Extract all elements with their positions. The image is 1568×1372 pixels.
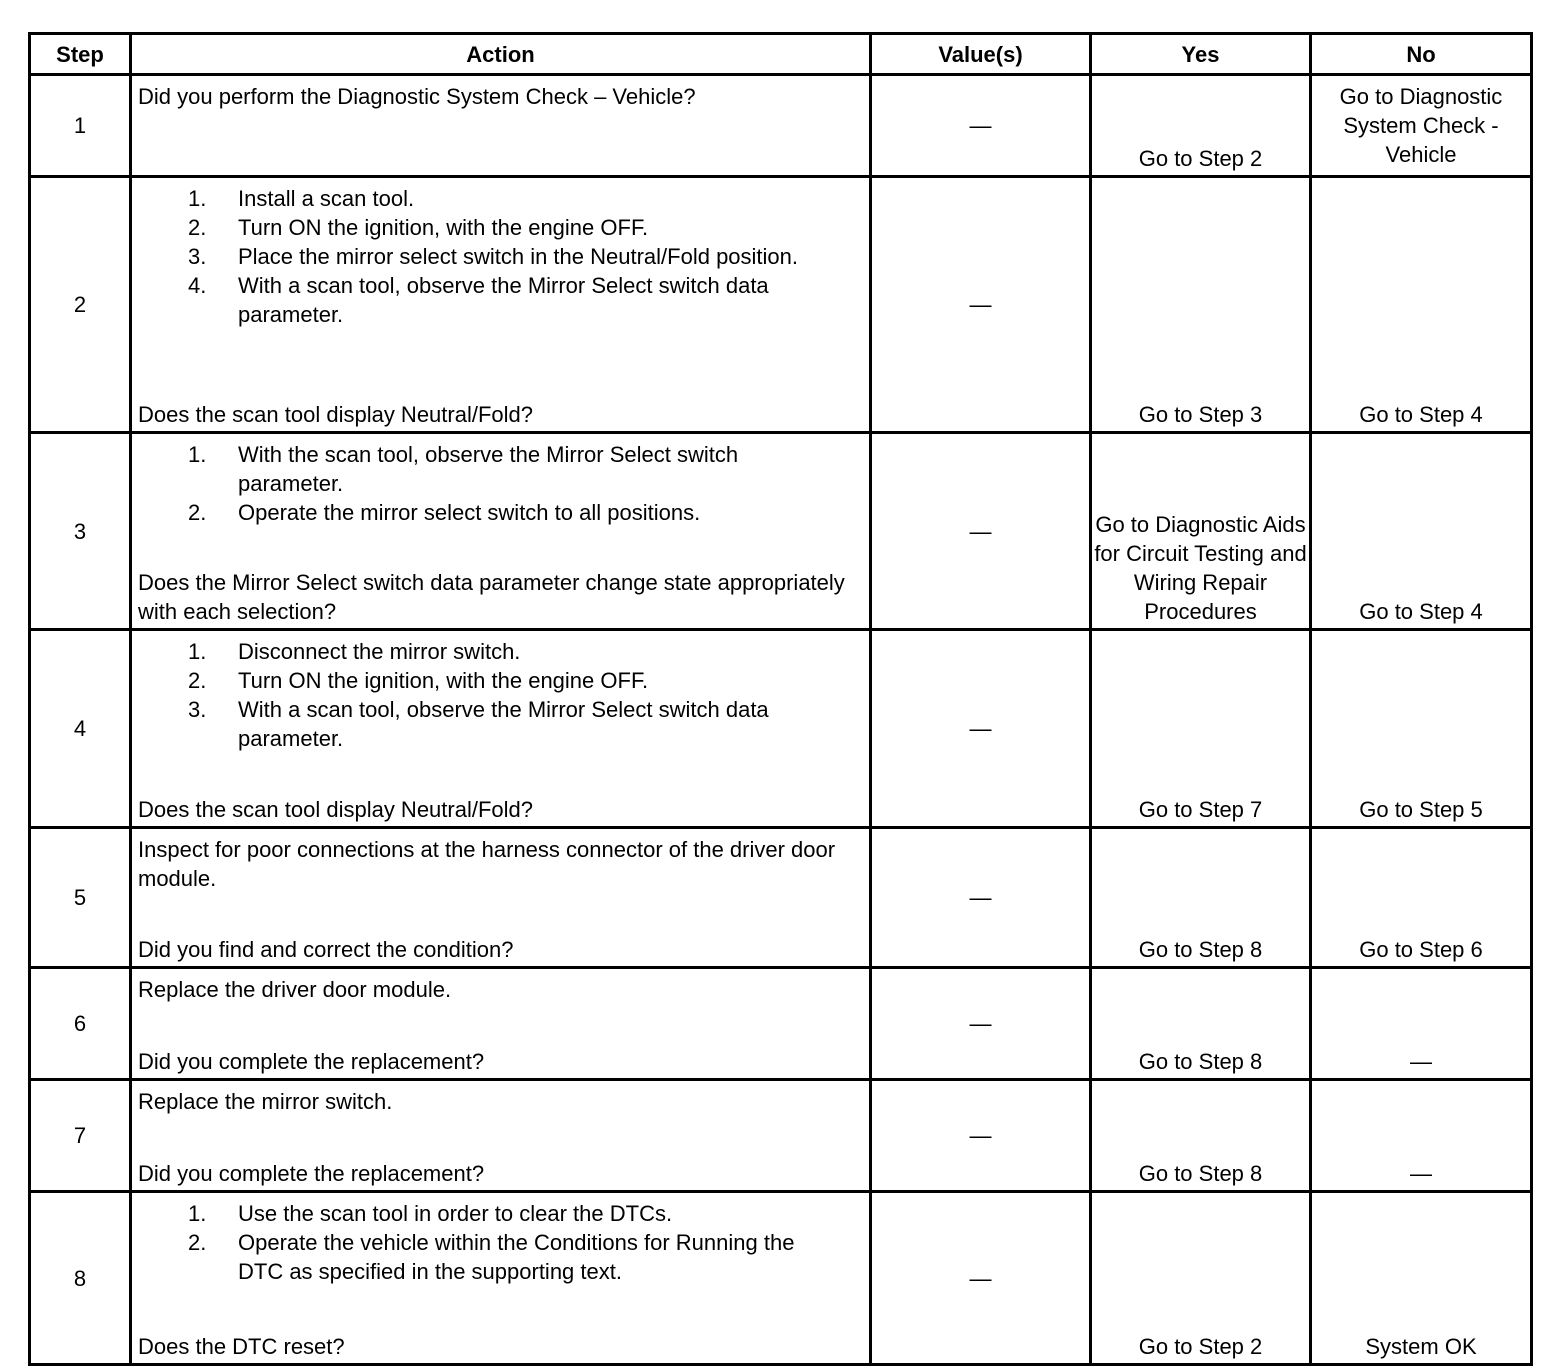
value-cell: — xyxy=(871,630,1091,828)
yes-cell: Go to Step 8 xyxy=(1091,828,1311,968)
item-text: With a scan tool, observe the Mirror Select switch data parameter. xyxy=(238,273,769,327)
action-step-item xyxy=(138,695,863,753)
yes-cell: Go to Step 8 xyxy=(1091,968,1311,1080)
step-number: 3 xyxy=(30,433,131,630)
table-row xyxy=(30,75,1532,177)
value-cell: — xyxy=(871,968,1091,1080)
action-question: Did you find and correct the condition? xyxy=(138,937,514,962)
step-number: 4 xyxy=(30,630,131,828)
item-number: 2. xyxy=(188,215,207,240)
item-number: 2. xyxy=(188,668,207,693)
table-row xyxy=(30,968,1532,1080)
header-no: No xyxy=(1311,34,1532,75)
item-text: Operate the vehicle within the Conditions for Running the DTC as specified in the supporting text. xyxy=(238,1230,795,1284)
item-text: Install a scan tool. xyxy=(238,186,415,211)
yes-cell: Go to Step 7 xyxy=(1091,630,1311,828)
item-number: 4. xyxy=(188,273,207,298)
action-intro: Did you perform the Diagnostic System Check – Vehicle? xyxy=(138,84,696,109)
action-step-item xyxy=(138,213,863,242)
action-question: Does the scan tool display Neutral/Fold? xyxy=(138,402,533,427)
action-question: Does the scan tool display Neutral/Fold? xyxy=(138,797,533,822)
action-steps xyxy=(138,440,863,527)
action-cell xyxy=(131,177,871,433)
table-row xyxy=(30,828,1532,968)
header-row xyxy=(30,34,1532,75)
item-text: Place the mirror select switch in the Neutral/Fold position. xyxy=(238,244,799,269)
item-number: 1. xyxy=(188,1201,207,1226)
action-step-item xyxy=(138,498,863,527)
action-cell xyxy=(131,1192,871,1365)
table-row xyxy=(30,1080,1532,1192)
item-number: 2. xyxy=(188,500,207,525)
item-number: 1. xyxy=(188,442,207,467)
action-cell xyxy=(131,1080,871,1192)
header-values: Value(s) xyxy=(871,34,1091,75)
action-steps xyxy=(138,637,863,753)
action-step-item xyxy=(138,271,863,329)
step-number: 2 xyxy=(30,177,131,433)
item-number: 2. xyxy=(188,1230,207,1255)
action-intro: Replace the mirror switch. xyxy=(138,1089,393,1114)
item-number: 1. xyxy=(188,186,207,211)
no-cell: Go to Step 6 xyxy=(1311,828,1532,968)
item-number: 1. xyxy=(188,639,207,664)
item-text: With a scan tool, observe the Mirror Select switch data parameter. xyxy=(238,697,769,751)
action-question: Does the Mirror Select switch data parameter change state appropriately with each selection? xyxy=(138,570,845,624)
action-question: Did you complete the replacement? xyxy=(138,1049,485,1074)
action-cell xyxy=(131,968,871,1080)
item-text: Turn ON the ignition, with the engine OFF. xyxy=(238,215,649,240)
item-text: With the scan tool, observe the Mirror Select switch parameter. xyxy=(238,442,739,496)
action-cell xyxy=(131,828,871,968)
item-text: Disconnect the mirror switch. xyxy=(238,639,521,664)
action-step-item xyxy=(138,637,863,666)
value-cell: — xyxy=(871,828,1091,968)
diagnostic-table xyxy=(28,32,1533,1366)
action-cell xyxy=(131,630,871,828)
table-row xyxy=(30,177,1532,433)
yes-cell: Go to Step 2 xyxy=(1091,1192,1311,1365)
action-step-item xyxy=(138,666,863,695)
item-text: Operate the mirror select switch to all positions. xyxy=(238,500,701,525)
no-cell: System OK xyxy=(1311,1192,1532,1365)
action-question: Did you complete the replacement? xyxy=(138,1161,485,1186)
action-step-item xyxy=(138,440,863,498)
header-action: Action xyxy=(131,34,871,75)
table-row xyxy=(30,630,1532,828)
yes-cell: Go to Step 8 xyxy=(1091,1080,1311,1192)
no-cell: Go to Step 5 xyxy=(1311,630,1532,828)
item-text: Turn ON the ignition, with the engine OFF. xyxy=(238,668,649,693)
action-step-item xyxy=(138,242,863,271)
value-cell: — xyxy=(871,177,1091,433)
action-cell xyxy=(131,433,871,630)
step-number: 1 xyxy=(30,75,131,177)
value-cell: — xyxy=(871,1080,1091,1192)
table-row xyxy=(30,1192,1532,1365)
action-steps xyxy=(138,184,863,329)
no-cell: — xyxy=(1311,968,1532,1080)
action-step-item xyxy=(138,1199,863,1228)
yes-cell: Go to Step 2 xyxy=(1091,75,1311,177)
no-cell: Go to Diagnostic System Check - Vehicle xyxy=(1311,75,1532,177)
step-number: 6 xyxy=(30,968,131,1080)
yes-cell: Go to Diagnostic Aids for Circuit Testing and Wiring Repair Procedures xyxy=(1091,433,1311,630)
value-cell: — xyxy=(871,75,1091,177)
step-number: 8 xyxy=(30,1192,131,1365)
action-question: Does the DTC reset? xyxy=(138,1334,345,1359)
item-text: Use the scan tool in order to clear the DTCs. xyxy=(238,1201,673,1226)
action-step-item xyxy=(138,1228,863,1286)
value-cell: — xyxy=(871,433,1091,630)
header-yes: Yes xyxy=(1091,34,1311,75)
no-cell: — xyxy=(1311,1080,1532,1192)
action-step-item xyxy=(138,184,863,213)
value-cell: — xyxy=(871,1192,1091,1365)
action-cell xyxy=(131,75,871,177)
header-step: Step xyxy=(30,34,131,75)
action-steps xyxy=(138,1199,863,1286)
item-number: 3. xyxy=(188,244,207,269)
yes-cell: Go to Step 3 xyxy=(1091,177,1311,433)
table-row xyxy=(30,433,1532,630)
no-cell: Go to Step 4 xyxy=(1311,433,1532,630)
step-number: 5 xyxy=(30,828,131,968)
action-intro: Inspect for poor connections at the harness connector of the driver door module. xyxy=(138,837,836,891)
no-cell: Go to Step 4 xyxy=(1311,177,1532,433)
action-intro: Replace the driver door module. xyxy=(138,977,452,1002)
step-number: 7 xyxy=(30,1080,131,1192)
item-number: 3. xyxy=(188,697,207,722)
